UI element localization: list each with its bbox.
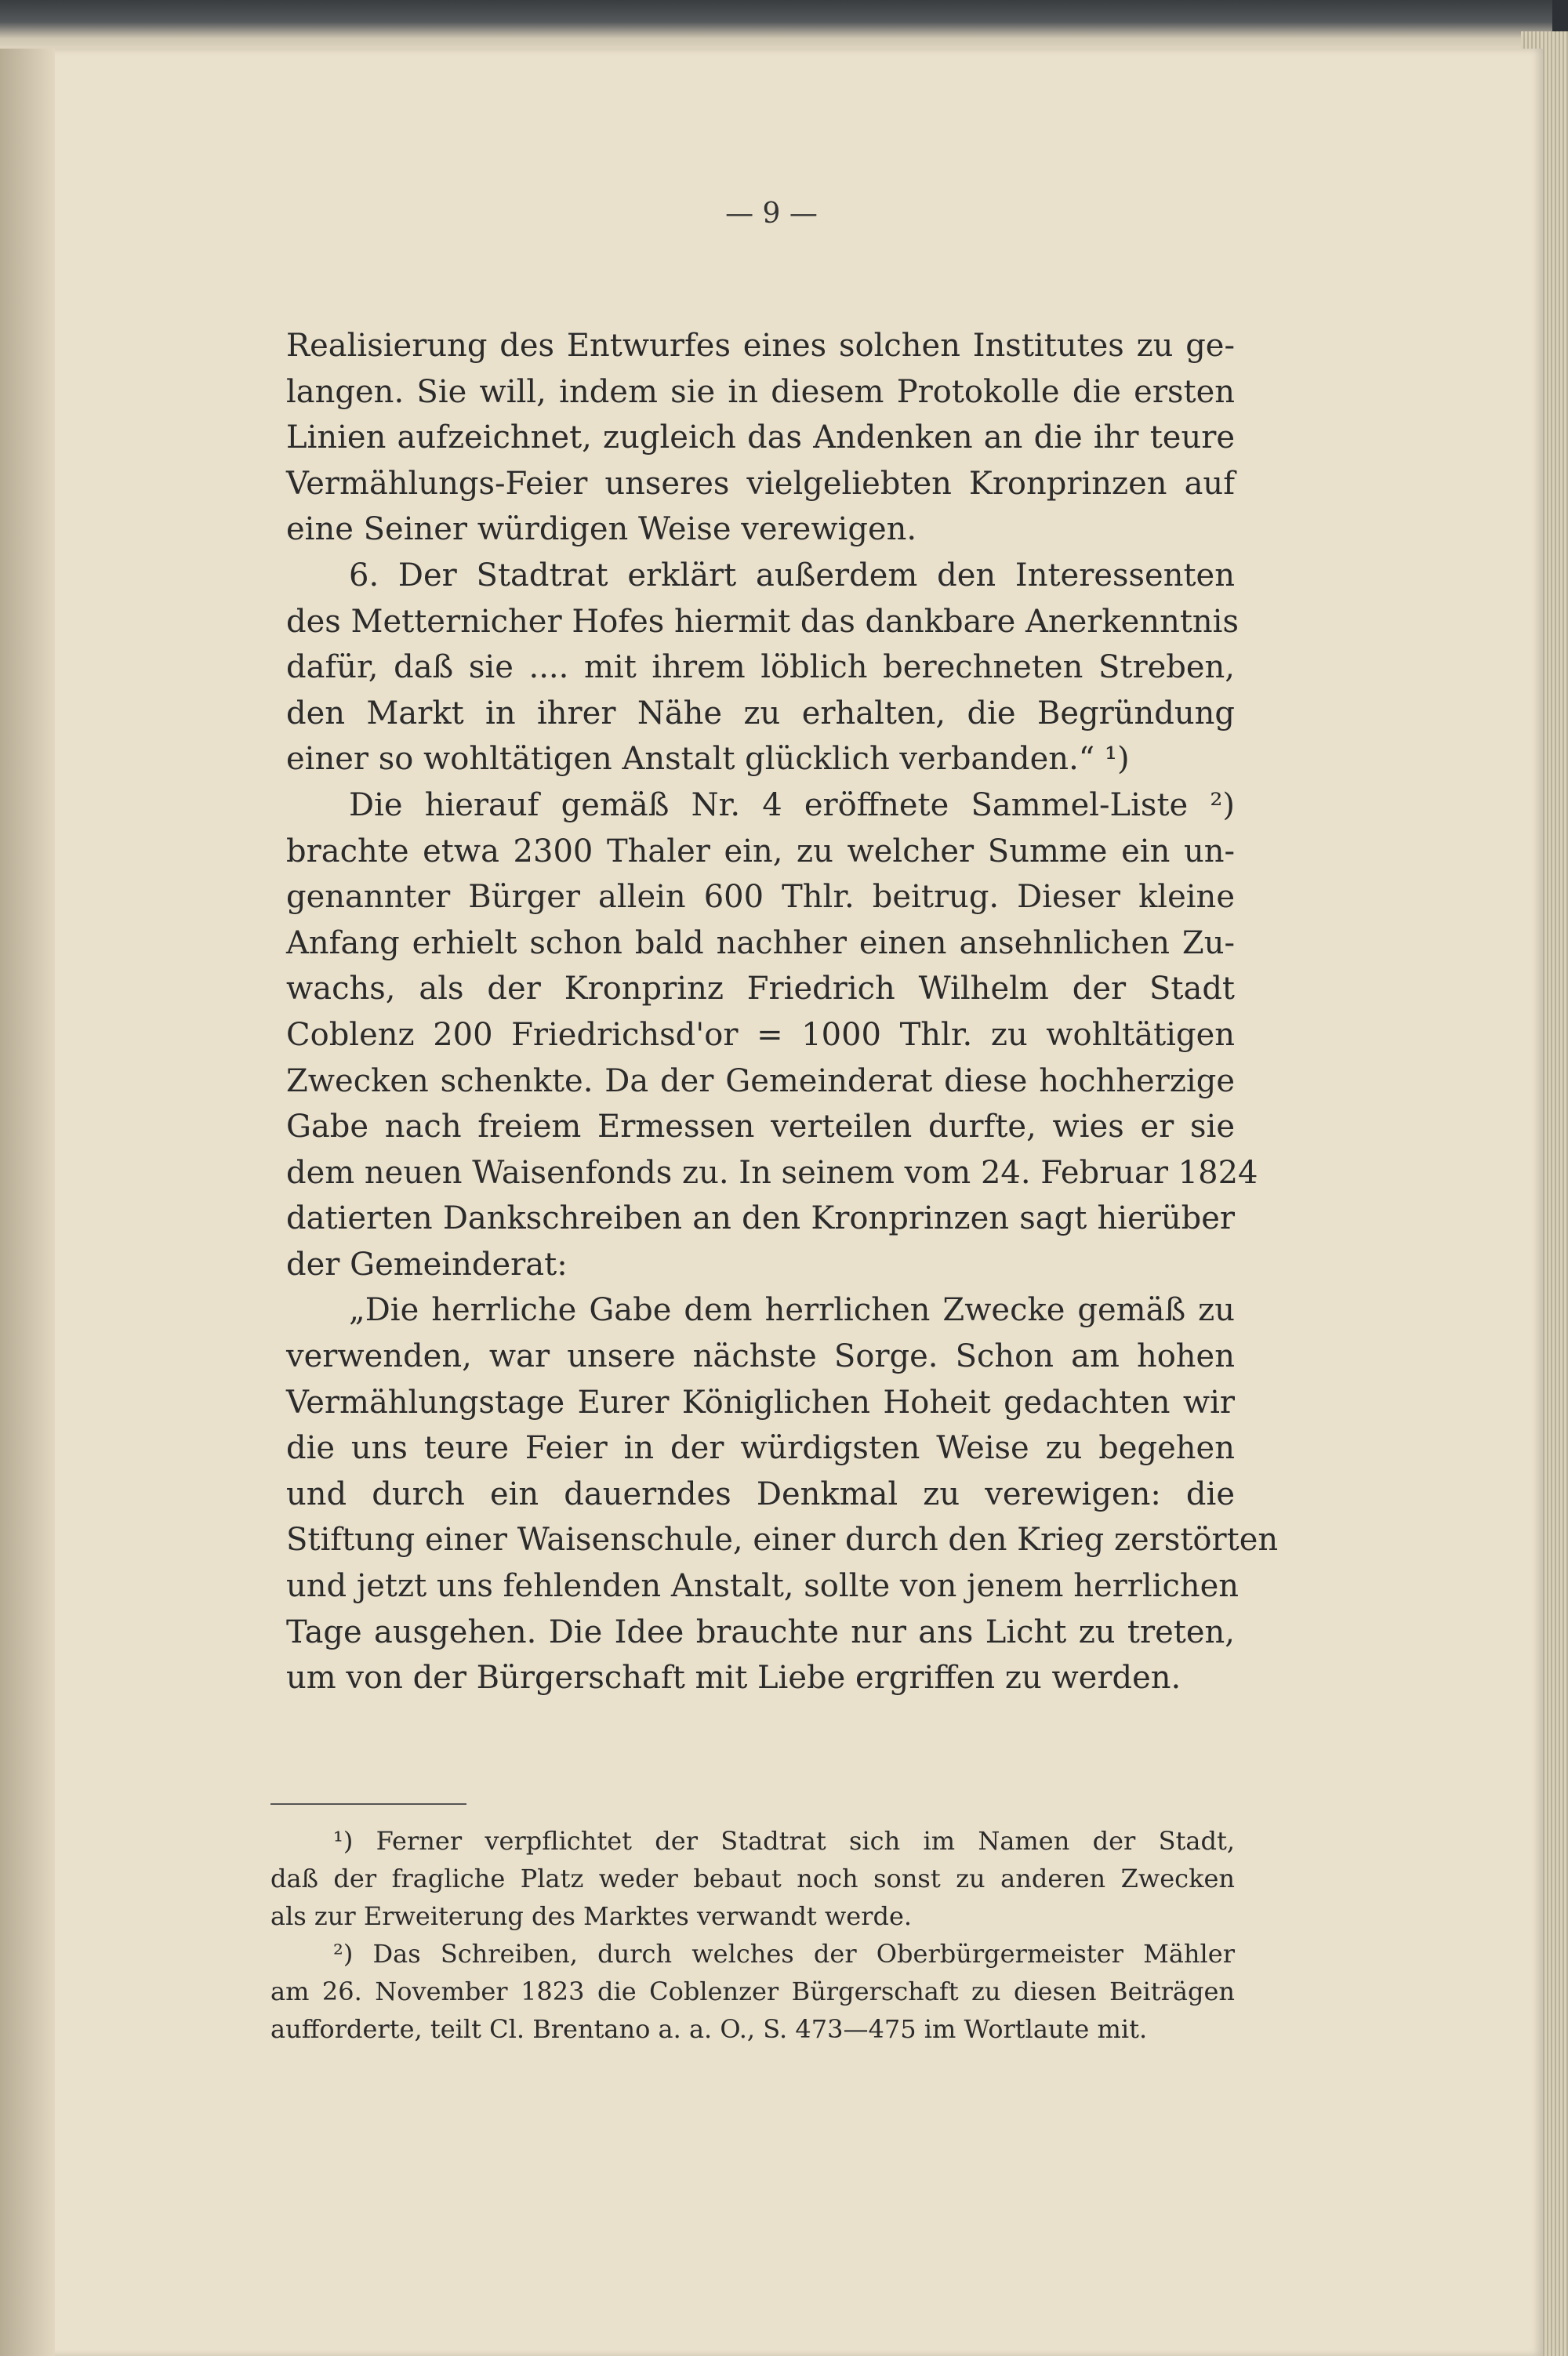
text-line: und jetzt uns fehlenden Anstalt, sollte von jenem herrlichen (286, 1568, 1240, 1605)
text-line: eine Seiner würdigen Weise verewigen. (286, 511, 917, 548)
text-line: datierten Dankschreiben an den Kronprinzen sagt hierüber (286, 1200, 1235, 1237)
footnote-line: ²) Das Schreiben, durch welches der Oberbürgermeister Mähler (333, 1939, 1235, 1969)
text-line: und durch ein dauerndes Denkmal zu verewigen: die (286, 1476, 1235, 1512)
footnote-line: ¹) Ferner verpflichtet der Stadtrat sich im Namen der Stadt, (333, 1826, 1235, 1856)
footnote-rule (270, 1803, 466, 1805)
text-line: genannter Bürger allein 600 Thlr. beitrug. Dieser kleine (286, 879, 1235, 916)
footnotes (270, 1822, 1235, 2048)
text-line: Coblenz 200 Friedrichsd'or = 1000 Thlr. zu wohltätigen (286, 1016, 1235, 1053)
text-line: 6. Der Stadtrat erklärt außerdem den Interessenten (349, 557, 1235, 594)
text-line: Vermählungstage Eurer Königlichen Hoheit gedachten wir (286, 1384, 1235, 1421)
book-gutter (0, 49, 55, 2356)
text-line: brachte etwa 2300 Thaler ein, zu welcher Summe ein un- (286, 833, 1235, 869)
text-line: „Die herrliche Gabe dem herrlichen Zwecke gemäß zu (349, 1292, 1235, 1329)
text-line: Zwecken schenkte. Da der Gemeinderat diese hochherzige (286, 1062, 1235, 1099)
book-page (0, 49, 1543, 2356)
text-line: Linien aufzeichnet, zugleich das Andenken an die ihr teure (286, 419, 1235, 456)
text-line: der Gemeinderat: (286, 1246, 568, 1283)
page-edge-top (0, 0, 1552, 55)
footnote-line: aufforderte, teilt Cl. Brentano a. a. O., S. 473—475 im Wortlaute mit. (270, 2014, 1148, 2044)
page-number: — 9 — (725, 198, 818, 230)
text-line: um von der Bürgerschaft mit Liebe ergriffen zu werden. (286, 1660, 1181, 1697)
text-line: Die hierauf gemäß Nr. 4 eröffnete Sammel-Liste ²) (349, 786, 1235, 823)
text-line: die uns teure Feier in der würdigsten Weise zu begehen (286, 1430, 1235, 1467)
text-line: wachs, als der Kronprinz Friedrich Wilhelm der Stadt (286, 971, 1235, 1007)
text-line: Vermählungs-Feier unseres vielgeliebten Kronprinzen auf (286, 465, 1235, 502)
text-line: Tage ausgehen. Die Idee brauchte nur ans Licht zu treten, (286, 1614, 1235, 1650)
text-line: Gabe nach freiem Ermessen verteilen durfte, wies er sie (286, 1109, 1235, 1145)
text-line: den Markt in ihrer Nähe zu erhalten, die Begründung (286, 695, 1235, 731)
footnote-line: als zur Erweiterung des Marktes verwandt werde. (270, 1901, 913, 1931)
text-line: des Metternicher Hofes hiermit das dankbare Anerkenntnis (286, 603, 1239, 640)
text-line: dafür, daß sie .... mit ihrem löblich berechneten Streben, (286, 649, 1235, 686)
text-line: einer so wohltätigen Anstalt glücklich verbanden.“ ¹) (286, 741, 1130, 778)
text-line: Realisierung des Entwurfes eines solchen Institutes zu ge- (286, 328, 1235, 364)
footnote-line: daß der fragliche Platz weder bebaut noch sonst zu anderen Zwecken (270, 1864, 1235, 1893)
text-line: dem neuen Waisenfonds zu. In seinem vom 24. Februar 1824 (286, 1154, 1258, 1191)
text-line: langen. Sie will, indem sie in diesem Protokolle die ersten (286, 373, 1235, 410)
text-line: verwenden, war unsere nächste Sorge. Schon am hohen (286, 1338, 1235, 1375)
body-text (286, 323, 1279, 1701)
footnote-line: am 26. November 1823 die Coblenzer Bürgerschaft zu diesen Beiträgen (270, 1977, 1235, 2006)
text-line: Anfang erhielt schon bald nachher einen ansehnlichen Zu- (286, 924, 1235, 961)
text-line: Stiftung einer Waisenschule, einer durch den Krieg zerstörten (286, 1522, 1279, 1559)
